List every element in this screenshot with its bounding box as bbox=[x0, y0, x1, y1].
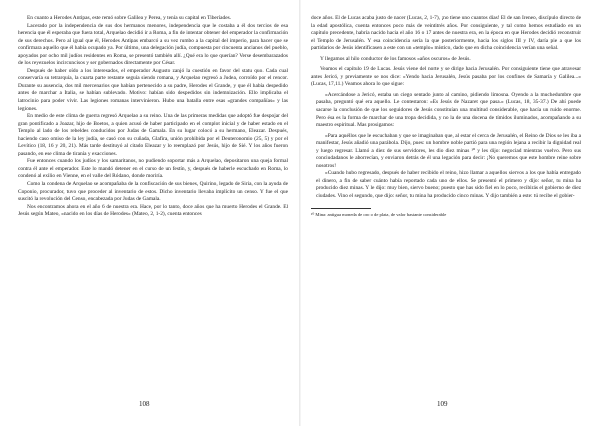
paragraph: En cuanto a Herodes Antipas, este remó sobre Galilea y Perea, y tenía su capital en Tiberíades. bbox=[27, 15, 232, 21]
quotation: «Para aquéllos que le escuchaban y que se imaginaban que, al estar el cerca de Jerusalén, el Reino de Dios se les iba a manifestar, Jesús añadió una parábola. Dijo, pues: un hombre noble partió para una región lejana a recibir la dignidad real y luego regresar. Llamó a diez de sus servidores, les dio diez minas ¹⁰ y les dijo: negociad mientras vuelvo. Pero sus conciudadanos le aborrecían, y enviaron detrás de él una legación para decir: ¡No queremos que este hombre reine sobre nosotros! bbox=[316, 132, 581, 169]
quotation: «Acercándose a Jericó, estaba un ciego sentado junto al camino, pidiendo limosna. Oyendo a la muchedumbre que pasaba, preguntó qué era aquello. Le contestaron: «Es Jesús de Nazaret que pasa.» (Lucas, 18, 35-37.) De ahí puede sacarse la conclusión de que los seguidores de Jesús constituían una multitud considerable, que hacía un ruido enorme. Pero ésa es la forma de marchar de una tropa decidida, y no la de una docena de tímidos iluminados, acompañando a su maestro espiritual. Mas prosigamos: bbox=[316, 91, 581, 129]
footnote-divider bbox=[311, 208, 371, 209]
paragraph: Lacerado por la independencia de sus dos hermanos menores, independencia que le costaba a él dos tercios de esa herencia que él esperaba que fuera total, Arquelao decidió ir a Roma, a fin de intentar obtener del emperador la confirmación de sus derechos. Pero al igual que él, Herodes Antipas embarcó a su vez rumbo a la capital del imperio, para hacer que se confirmara aquello que él había ocupado ya. Por último, una delegación judía, compuesta por cincuenta ancianos del pueblo, apoyados por ocho mil judíos residentes en Roma, se presentó también allí. ¿Qué era lo que querían? Verse desembarazados de los reyezuelos incircuncisos y ser gobernados directamente por César. bbox=[18, 22, 288, 67]
quotation: »Cuando hubo regresado, después de haber recibido el reino, hizo llamar a aquellos siervos a los que había entregado el dinero, a fin de saber cuánto había reportado cada uno de ellos. Se presentó el primero y dijo: señor, tu mina ha producido diez minas. Y le dijo: muy bien, siervo bueno; puesto que has sido fiel en lo poco, recibirás el gobierno de diez ciudades. Vino el segundo, que dijo: señor, tu mina ha producido cinco minas. Y dijo también a este: tú recibe el gobier- bbox=[316, 170, 581, 200]
paragraph: Fue entonces cuando los judíos y los samaritanos, no pudiendo soportar más a Arquelao, depositaron una queja formal contra él ante el emperador. Este lo mandó detener en el curso de un festín, y, después de haberle escuchado en Roma, lo condenó al exilio en Vienne, en el valle del Ródano, donde moriría. bbox=[18, 158, 288, 180]
paragraph: Y llegamos al hilo conductor de los famosos «años oscuros» de Jesús. bbox=[320, 55, 471, 62]
book-gutter bbox=[299, 0, 301, 426]
paragraph: Como la condena de Arquelao se acompañaba de la confiscación de sus bienes, Quirino, legado de Siria, con la ayuda de Coponio, procurador, tuvo que proceder al inventario de estos. Dicho inventario llevaba implícito un censo. Y fue el que suscitó la revolución del Censo, encabezada por Judas de Gamala. bbox=[18, 181, 288, 203]
paragraph: doce años. El de Lucas acaba justo de nacer (Lucas, 2, 1-7), ¡no tiene uno cuantos días! El de san Ireneo, discípulo directo de la edad apostólica, cuenta entonces poco más de veintitrés años. Por consiguiente, y tal como hemos estudiado en un capítulo precedente, habría nacido hacia el año 16 o 17 antes de nuestra era, en la época en que Herodes decidió reconstruir el Templo de Jerusalén. Y esa coincidencia sería la que posteriormente, hacia los siglos III y IV, daría pie a que los partidarios de Jesús identificasen a este con un «templo» místico, dado que en dicha coincidencia verían una señal. bbox=[311, 15, 581, 52]
footnote: ¹⁰ Mina: antigua moneda de oro o de plata, de valor bastante considerable bbox=[311, 211, 447, 217]
paragraph: Nos encontramos ahora en el año 6 de nuestra era. Hace, por lo tanto, doce años que ha muerto Herodes el Grande. El Jesús según Mateo, «nacido en los días de Herodes» (Mateo, 2, 1-2), cuenta entonces bbox=[18, 203, 288, 218]
paragraph: Después de haber oído a los interesados, el emperador Augusto zanjó la cuestión en favor del statu quo. Cada cual conservaría su tetrarquía, la cuarta parte restante seguía siendo romana, y Arquelao regresó a Judea, corroído por el rencor. Durante su ausencia, dos mil mercenarios que habían pertenecido a su padre, Herodes el Grande, y que él había despedido antes de marchar a Italia, se habían sublevado. Motivo: habían sido despedidos sin indemnización. Ello implicaba el latrocinio para poder vivir. Las legiones romanas intervinieron. Hubo una batalla entre esas «grandes compañías» y las legiones. bbox=[18, 67, 288, 112]
left-page bbox=[18, 15, 288, 395]
paragraph: En medio de este clima de guerra regresó Arquelao a su reino. Una de las primeras medidas que adoptó fue despojar del gran pontificado a Joazar, hijo de Boetos, a quien acusó de haber participado en el complot inicial y de haber estado en el Templo al lado de los rebeldes conducidos por Judas de Gamala. En su lugar colocó a su hermano, Eleazar. Después, haciendo caso omiso de la ley judía, se casó con su cuñada, Glafira, unión prohibida por el Deuteronomio (25, 5) y por el Levítico (18, 16 y 20, 21). Más tarde destituyó al citado Eleazar y lo reemplazó por Jesús, hijo de Sié. Y los años fueron pasando, en ese clima de tiranía y exacciones. bbox=[18, 113, 288, 157]
right-page bbox=[311, 15, 581, 395]
paragraph: Veamos el capítulo 19 de Lucas. Jesús viene del norte y se dirige hacia Jerusalén. Por consiguiente tiene que atravesar antes Jericó, y previamente se nos dice: «Yendo hacia Jerusalén, Jesús pasaba por los confines de Samaría y Galilea...» (Lucas, 17,11.) Veamos ahora lo que sigue: bbox=[311, 66, 581, 88]
page-number-right: 109 bbox=[437, 400, 448, 408]
page-number-left: 108 bbox=[139, 400, 150, 408]
